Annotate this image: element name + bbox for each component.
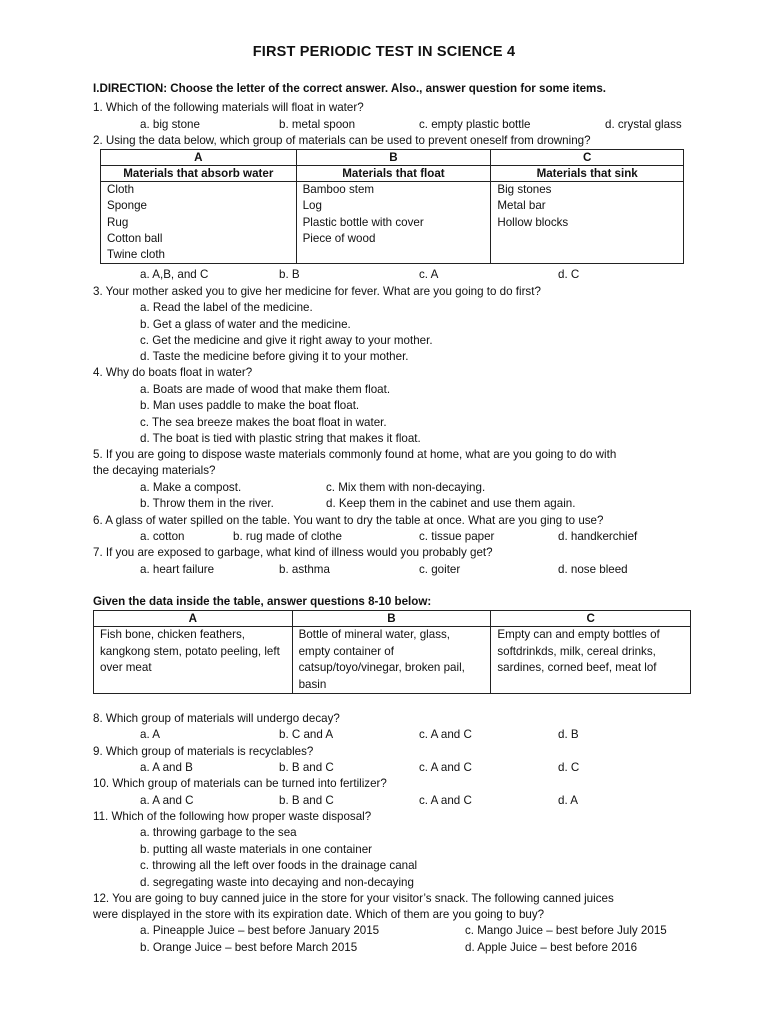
question-5-line-2: the decaying materials? [93, 464, 216, 477]
table1-header-float: Materials that float [296, 166, 491, 182]
q8-option-a: a. A [140, 728, 160, 741]
q4-option-c: c. The sea breeze makes the boat float in water. [140, 416, 387, 429]
q2-option-b: b. B [279, 268, 300, 281]
table1-header-absorb: Materials that absorb water [101, 166, 297, 182]
table1-item: Rug [107, 215, 129, 229]
q10-option-a: a. A and C [140, 794, 194, 807]
q1-option-d: d. crystal glass [605, 118, 682, 131]
table2-letter-c: C [491, 611, 691, 627]
table1-col-c [491, 182, 684, 264]
question-11: 11. Which of the following how proper waste disposal? [93, 810, 372, 823]
table1-item: Plastic bottle with cover [302, 215, 424, 229]
q12-option-a: a. Pineapple Juice – best before January 2015 [140, 924, 380, 937]
table1-item: Cloth [107, 183, 135, 196]
q1-option-b: b. metal spoon [279, 118, 356, 131]
q11-option-b: b. putting all waste materials in one container [140, 843, 373, 856]
table1-item: Cotton ball [107, 231, 163, 245]
q3-option-d: d. Taste the medicine before giving it to your mother. [140, 350, 409, 363]
q5-option-d: d. Keep them in the cabinet and use them again. [326, 497, 576, 510]
table1-item: Bamboo stem [302, 183, 375, 196]
table1-item: Big stones [497, 183, 552, 196]
question-12-line-1: 12. You are going to buy canned juice in the store for your visitor’s snack. The following canned juices [93, 892, 614, 905]
q5-option-b: b. Throw them in the river. [140, 497, 274, 510]
table2-instruction: Given the data inside the table, answer questions 8-10 below: [93, 595, 432, 608]
table1-item: Hollow blocks [497, 215, 569, 229]
q8-option-c: c. A and C [419, 728, 472, 741]
table1-letter-a: A [101, 150, 297, 166]
q2-option-c: c. A [419, 268, 439, 281]
question-7: 7. If you are exposed to garbage, what kind of illness would you probably get? [93, 546, 493, 559]
table1-item: Piece of wood [302, 231, 376, 245]
q4-option-b: b. Man uses paddle to make the boat float. [140, 399, 360, 412]
page-title: FIRST PERIODIC TEST IN SCIENCE 4 [252, 44, 516, 60]
materials-table [100, 149, 684, 264]
question-4: 4. Why do boats float in water? [93, 366, 253, 379]
q6-option-c: c. tissue paper [419, 530, 495, 543]
table1-item: Sponge [107, 199, 147, 213]
q6-option-a: a. cotton [140, 530, 185, 543]
table2-cell-a: Fish bone, chicken feathers, kangkong stem, potato peeling, left over meat [94, 627, 293, 694]
q11-option-c: c. throwing all the left over foods in the drainage canal [140, 859, 418, 872]
question-1: 1. Which of the following materials will float in water? [93, 101, 364, 114]
q5-option-c: c. Mix them with non-decaying. [326, 481, 486, 494]
q1-option-c: c. empty plastic bottle [419, 118, 531, 131]
q7-option-c: c. goiter [419, 563, 461, 576]
q7-option-a: a. heart failure [140, 563, 215, 576]
q12-option-b: b. Orange Juice – best before March 2015 [140, 941, 358, 954]
question-9: 9. Which group of materials is recyclables? [93, 745, 314, 758]
question-5-line-1: 5. If you are going to dispose waste materials commonly found at home, what are you going to do with [93, 448, 617, 461]
q9-option-d: d. C [558, 761, 580, 774]
q1-option-a: a. big stone [140, 118, 200, 131]
q8-option-b: b. C and A [279, 728, 334, 741]
q3-option-c: c. Get the medicine and give it right away to your mother. [140, 334, 433, 347]
table2-letter-a: A [94, 611, 293, 627]
q8-option-d: d. B [558, 728, 579, 741]
q12-option-d: d. Apple Juice – best before 2016 [465, 941, 638, 954]
q12-option-c: c. Mango Juice – best before July 2015 [465, 924, 667, 937]
question-2: 2. Using the data below, which group of materials can be used to prevent oneself from drowning? [93, 134, 591, 147]
waste-table [93, 610, 691, 694]
table2-cell-c: Empty can and empty bottles of softdrinkds, milk, cereal drinks, sardines, corned beef, meat lof [491, 627, 691, 694]
q6-option-d: d. handkerchief [558, 530, 638, 543]
q7-option-b: b. asthma [279, 563, 330, 576]
q4-option-a: a. Boats are made of wood that make them float. [140, 383, 391, 396]
q7-option-d: d. nose bleed [558, 563, 628, 576]
table1-item: Log [302, 199, 322, 213]
table1-header-sink: Materials that sink [491, 166, 684, 182]
q11-option-d: d. segregating waste into decaying and non-decaying [140, 876, 414, 889]
q9-option-c: c. A and C [419, 761, 472, 774]
table1-letter-c: C [491, 150, 684, 166]
q9-option-a: a. A and B [140, 761, 193, 774]
q6-option-b: b. rug made of clothe [233, 530, 342, 543]
q2-option-a: a. A,B, and C [140, 268, 209, 281]
table2-letter-b: B [292, 611, 491, 627]
q3-option-a: a. Read the label of the medicine. [140, 301, 313, 314]
table2-cell-b: Bottle of mineral water, glass, empty container of catsup/toyo/vinegar, broken pail, basin [292, 627, 491, 694]
table1-col-a [101, 182, 297, 264]
q3-option-b: b. Get a glass of water and the medicine. [140, 318, 351, 331]
question-8: 8. Which group of materials will undergo decay? [93, 712, 340, 725]
q10-option-d: d. A [558, 794, 578, 807]
q10-option-c: c. A and C [419, 794, 472, 807]
question-12-line-2: were displayed in the store with its expiration date. Which of them are you going to buy? [93, 908, 545, 921]
q2-option-d: d. C [558, 268, 580, 281]
table1-letter-b: B [296, 150, 491, 166]
table1-item: Metal bar [497, 199, 546, 213]
q11-option-a: a. throwing garbage to the sea [140, 826, 297, 839]
question-3: 3. Your mother asked you to give her medicine for fever. What are you going to do first? [93, 285, 541, 298]
question-10: 10. Which group of materials can be turned into fertilizer? [93, 777, 387, 790]
table1-col-b [296, 182, 491, 264]
direction-text: I.DIRECTION: Choose the letter of the correct answer. Also., answer question for some items. [93, 82, 607, 95]
question-6: 6. A glass of water spilled on the table. You want to dry the table at once. What are you ging to use? [93, 514, 604, 527]
q5-option-a: a. Make a compost. [140, 481, 242, 494]
q9-option-b: b. B and C [279, 761, 334, 774]
q4-option-d: d. The boat is tied with plastic string that makes it float. [140, 432, 421, 445]
table1-item: Twine cloth [107, 248, 165, 262]
q10-option-b: b. B and C [279, 794, 334, 807]
